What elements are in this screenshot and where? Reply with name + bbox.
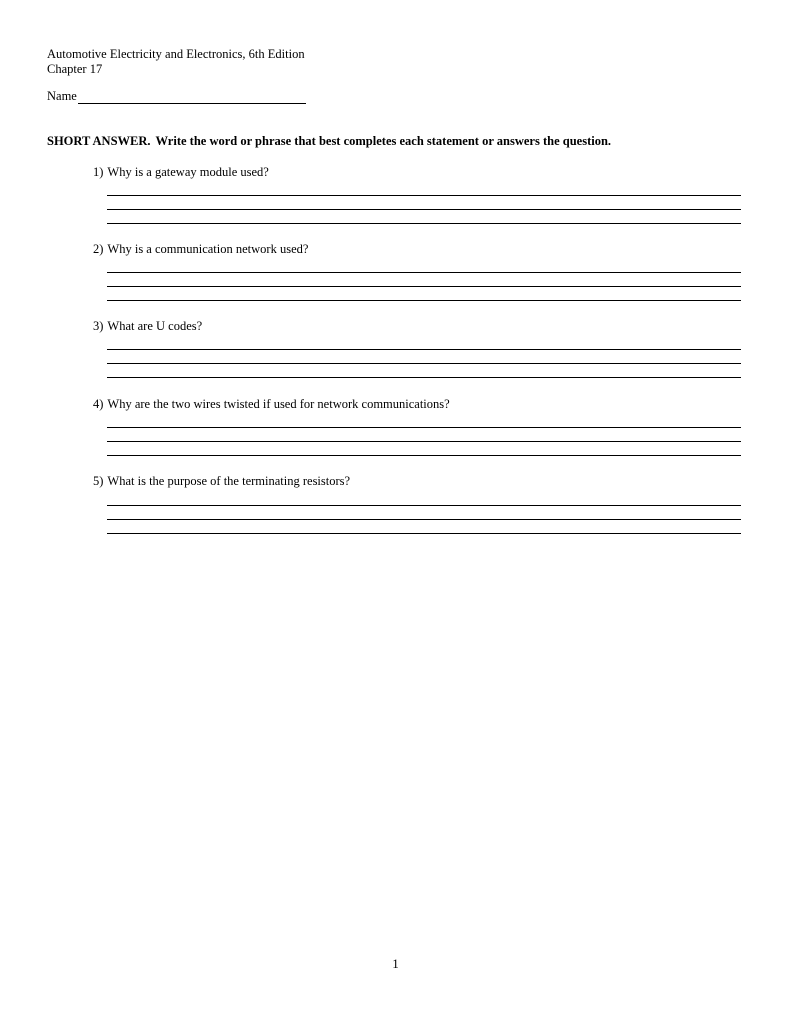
question-item — [93, 164, 741, 180]
answer-line[interactable] — [107, 300, 741, 301]
name-field — [47, 89, 306, 104]
answer-line[interactable] — [107, 427, 741, 428]
question-text — [93, 396, 741, 412]
book-title: Automotive Electricity and Electronics, 6th Edition — [47, 47, 305, 61]
question-text — [93, 164, 741, 180]
answer-line[interactable] — [107, 223, 741, 224]
answer-line[interactable] — [107, 519, 741, 520]
question-number: 3) — [93, 319, 104, 333]
question-prompt: Why is a gateway module used? — [107, 165, 269, 179]
name-input-line[interactable] — [78, 91, 306, 104]
question-item — [93, 318, 741, 334]
question-number: 5) — [93, 474, 104, 488]
answer-line[interactable] — [107, 377, 741, 378]
question-prompt: What is the purpose of the terminating resistors? — [107, 474, 351, 488]
question-number: 2) — [93, 242, 104, 256]
chapter-label: Chapter 17 — [47, 62, 103, 76]
answer-line[interactable] — [107, 195, 741, 196]
answer-line[interactable] — [107, 363, 741, 364]
page-number: 1 — [392, 956, 399, 971]
question-text — [93, 241, 741, 257]
question-item — [93, 396, 741, 412]
answer-line[interactable] — [107, 349, 741, 350]
name-label: Name — [47, 89, 77, 103]
answer-line[interactable] — [107, 533, 741, 534]
question-number: 1) — [93, 165, 104, 179]
section-title: SHORT ANSWER. — [47, 134, 151, 148]
question-prompt: What are U codes? — [107, 319, 203, 333]
answer-line[interactable] — [107, 505, 741, 506]
answer-line[interactable] — [107, 272, 741, 273]
answer-line[interactable] — [107, 441, 741, 442]
section-heading — [47, 133, 611, 149]
question-prompt: Why are the two wires twisted if used for network communications? — [107, 397, 450, 411]
question-number: 4) — [93, 397, 104, 411]
section-instructions: Write the word or phrase that best completes each statement or answers the question. — [155, 134, 612, 148]
question-item — [93, 241, 741, 257]
answer-line[interactable] — [107, 209, 741, 210]
answer-line[interactable] — [107, 455, 741, 456]
question-text — [93, 318, 741, 334]
answer-line[interactable] — [107, 286, 741, 287]
question-item — [93, 473, 741, 489]
document-header — [47, 47, 305, 77]
question-prompt: Why is a communication network used? — [107, 242, 309, 256]
question-text — [93, 473, 741, 489]
